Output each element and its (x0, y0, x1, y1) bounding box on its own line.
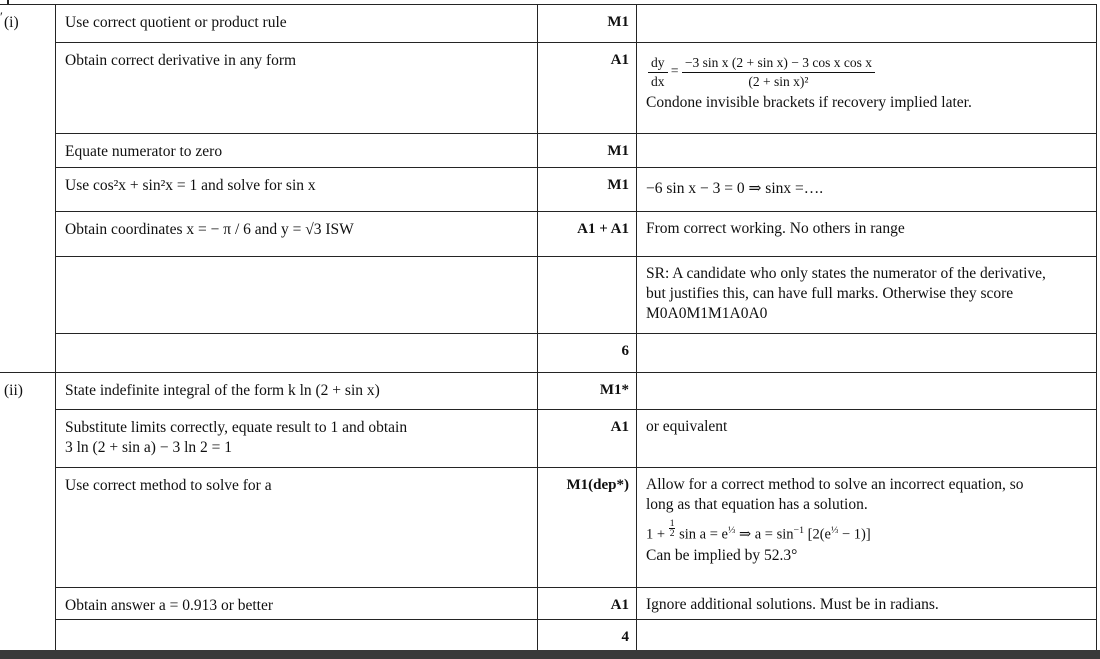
mark-label: M1 (537, 134, 636, 168)
comment-text: but justifies this, can have full marks. Otherwise they score (646, 284, 1014, 302)
mark-label: M1* (537, 373, 636, 410)
comment-text: Allow for a correct method to solve an incorrect equation, so (646, 476, 1024, 493)
criterion-text: Equate numerator to zero (55, 134, 537, 168)
part-cell (0, 134, 55, 168)
comment-cell (636, 134, 1097, 168)
criterion-cell (55, 257, 537, 334)
mark-scheme-table (0, 4, 1097, 651)
solve-formula: 1 + $\frac{1}{2}$ $\sin a = e^{\frac{1}{3}}$ ⇒ $a = \sin^{-1} [2(e^{\frac{1}{3}} - 1)]$ (646, 517, 871, 543)
comment-cell (636, 468, 1097, 588)
criterion-text: Obtain answer a = 0.913 or better (55, 588, 537, 620)
mark-label: A1 (537, 588, 636, 620)
total-marks: 4 (537, 620, 636, 651)
comment-cell (636, 43, 1097, 134)
comment-text: Condone invisible brackets if recovery implied later. (646, 94, 972, 112)
comment-text: SR: A candidate who only states the numerator of the derivative, (646, 265, 1046, 282)
mark-label: M1 (537, 168, 636, 212)
criterion-text: State indefinite integral of the form k ln (2 + sin x) (55, 373, 537, 410)
total-marks: 6 (537, 334, 636, 373)
part-label-ii: (ii) (4, 382, 23, 399)
criterion-cell (55, 620, 537, 651)
criterion-line: 3 ln (2 + sin a) − 3 ln 2 = 1 (65, 438, 233, 456)
part-cell (0, 257, 55, 334)
part-cell (0, 212, 55, 257)
mark-label: A1 (537, 43, 636, 134)
comment-text: long as that equation has a solution. (646, 495, 868, 513)
mark-label: M1(dep*) (537, 468, 636, 588)
part-cell (0, 588, 55, 620)
criterion-line: Substitute limits correctly, equate result to 1 and obtain (65, 419, 408, 436)
criterion-text: Use correct method to solve for a (55, 468, 537, 588)
comment-text: Can be implied by 52.3° (646, 547, 798, 565)
part-cell (0, 620, 55, 651)
criterion-text: Use correct quotient or product rule (55, 5, 537, 43)
comment-text: Ignore additional solutions. Must be in radians. (636, 588, 1097, 620)
comment-text: From correct working. No others in range (636, 212, 1097, 257)
comment-cell (636, 5, 1097, 43)
criterion-text (55, 410, 537, 468)
criterion-text: Use cos²x + sin²x = 1 and solve for sin x (55, 168, 537, 212)
comment-cell (636, 334, 1097, 373)
page-edge-band (0, 650, 1100, 659)
cropped-character-artifact: ′ (0, 9, 3, 24)
part-cell (0, 43, 55, 134)
part-label-i: (i) (4, 14, 19, 31)
derivative-formula: $\frac{dy}{dx}$ = $\frac{\text{−3 sin x (2 + sin x) − 3 cos x cos x}}{\text{(2 + sin x)²}}$ (648, 55, 1091, 89)
mark-cell (537, 257, 636, 334)
mark-label: A1 (537, 410, 636, 468)
part-cell (0, 168, 55, 212)
criterion-cell (55, 334, 537, 373)
comment-cell (636, 620, 1097, 651)
mark-label: M1 (537, 5, 636, 43)
part-cell (0, 410, 55, 468)
special-ruling-comment (636, 257, 1097, 334)
part-cell (0, 334, 55, 373)
mark-label: A1 + A1 (537, 212, 636, 257)
criterion-text: Obtain coordinates x = − π / 6 and y = √3 ISW (55, 212, 537, 257)
comment-text: −6 sin x − 3 = 0 ⇒ sinx =…. (636, 168, 1097, 212)
comment-text: M0A0M1M1A0A0 (646, 304, 768, 322)
part-cell (0, 468, 55, 588)
comment-cell (636, 373, 1097, 410)
comment-text: or equivalent (636, 410, 1097, 468)
criterion-text: Obtain correct derivative in any form (55, 43, 537, 134)
